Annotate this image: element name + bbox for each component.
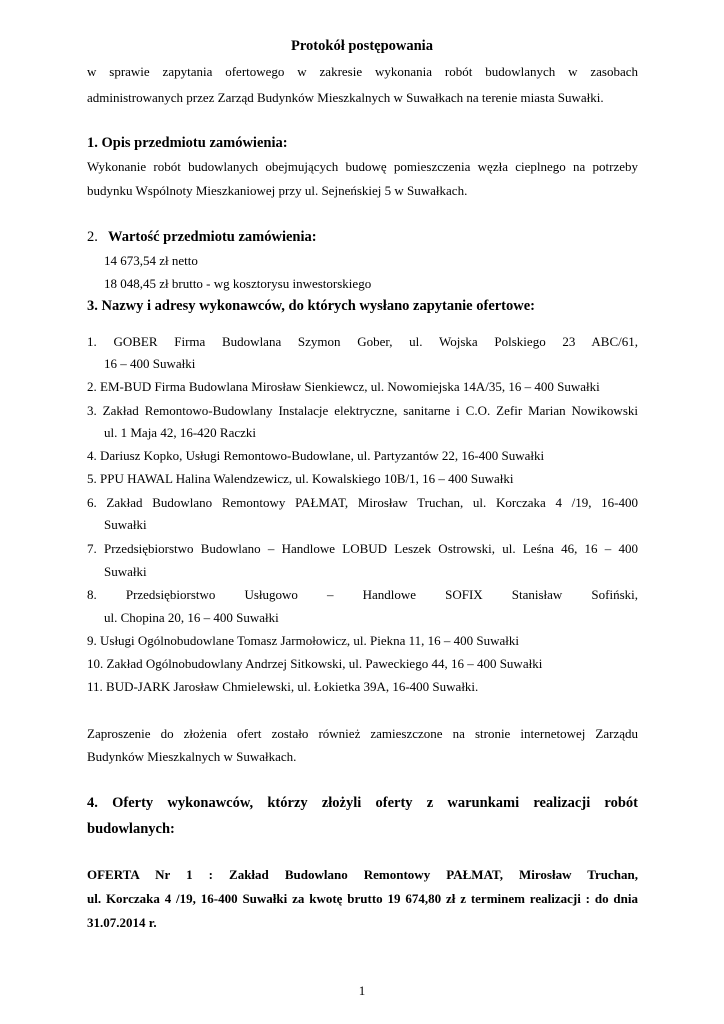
section-3-heading: 3. Nazwy i adresy wykonawców, do których wysłano zapytanie ofertowe: — [87, 298, 535, 314]
contractor-9: 9. Usługi Ogólnobudowlane Tomasz Jarmołowicz, ul. Piekna 11, 16 – 400 Suwałki — [87, 633, 520, 648]
contractor-6: 6. Zakład Budowlano Remontowy PAŁMAT, Mirosław Truchan, ul. Korczaka 4 /19, 16-400 — [87, 495, 638, 510]
value-netto: 14 673,54 zł netto — [104, 253, 198, 268]
offer-1-line-1: OFERTA Nr 1 : Zakład Budowlano Remontowy PAŁMAT, Mirosław Truchan, — [87, 867, 638, 882]
contractor-4: 4. Dariusz Kopko, Usługi Remontowo-Budowlane, ul. Partyzantów 22, 16-400 Suwałki — [87, 448, 545, 463]
invitation-line-2: Budynków Mieszkalnych w Suwałkach. — [87, 749, 297, 764]
contractor-1: 1. GOBER Firma Budowlana Szymon Gober, ul. Wojska Polskiego 23 ABC/61, — [87, 334, 638, 349]
contractor-1-cont: 16 – 400 Suwałki — [104, 356, 196, 371]
intro-line-1: w sprawie zapytania ofertowego w zakresie wykonania robót budowlanych w zasobach — [87, 64, 638, 79]
contractor-11: 11. BUD-JARK Jarosław Chmielewski, ul. Łokietka 39A, 16-400 Suwałki. — [87, 679, 479, 694]
section-1-line-1: Wykonanie robót budowlanych obejmujących budowę pomieszczenia węzła cieplnego na potrzeby — [87, 159, 638, 174]
invitation-line-1: Zaproszenie do złożenia ofert zostało również zamieszczone na stronie internetowej Zarządu — [87, 726, 638, 741]
contractor-3: 3. Zakład Remontowo-Budowlany Instalacje elektryczne, sanitarne i C.O. Zefir Marian Nowikowski — [87, 403, 638, 418]
contractor-6-cont: Suwałki — [104, 517, 147, 532]
contractor-7-cont: Suwałki — [104, 564, 147, 579]
offer-1-line-2: ul. Korczaka 4 /19, 16-400 Suwałki za kwotę brutto 19 674,80 zł z terminem realizacji : do dnia — [87, 891, 638, 906]
contractor-5: 5. PPU HAWAL Halina Walendzewicz, ul. Kowalskiego 10B/1, 16 – 400 Suwałki — [87, 471, 514, 486]
section-1-heading: 1. Opis przedmiotu zamówienia: — [87, 135, 288, 151]
section-4-heading: 4. Oferty wykonawców, którzy złożyli oferty z warunkami realizacji robót — [87, 795, 638, 811]
contractor-2: 2. EM-BUD Firma Budowlana Mirosław Sienkiewcz, ul. Nowomiejska 14A/35, 16 – 400 Suwałki — [87, 379, 600, 394]
contractor-8-cont: ul. Chopina 20, 16 – 400 Suwałki — [104, 610, 279, 625]
value-brutto: 18 048,45 zł brutto - wg kosztorysu inwestorskiego — [104, 276, 372, 291]
contractor-7: 7. Przedsiębiorstwo Budowlano – Handlowe LOBUD Leszek Ostrowski, ul. Leśna 46, 16 – 400 — [87, 541, 638, 556]
page-title: Protokół postępowania — [291, 38, 433, 54]
intro-line-2: administrowanych przez Zarząd Budynków Mieszkalnych w Suwałkach na terenie miasta Suwałki. — [87, 90, 604, 105]
offer-1-line-3: 31.07.2014 r. — [87, 915, 157, 930]
section-4-heading-cont: budowlanych: — [87, 821, 175, 837]
contractor-8: 8. Przedsiębiorstwo Usługowo – Handlowe SOFIX Stanisław Sofiński, — [87, 587, 638, 602]
section-1-line-2: budynku Wspólnoty Mieszkaniowej przy ul. Sejneńskiej 5 w Suwałkach. — [87, 183, 468, 198]
section-2-heading: Wartość przedmiotu zamówienia: — [108, 229, 317, 245]
contractor-3-cont: ul. 1 Maja 42, 16-420 Raczki — [104, 425, 256, 440]
page-number: 1 — [358, 983, 366, 998]
section-2-number: 2. — [87, 229, 98, 245]
contractor-10: 10. Zakład Ogólnobudowlany Andrzej Sitkowski, ul. Paweckiego 44, 16 – 400 Suwałki — [87, 656, 543, 671]
